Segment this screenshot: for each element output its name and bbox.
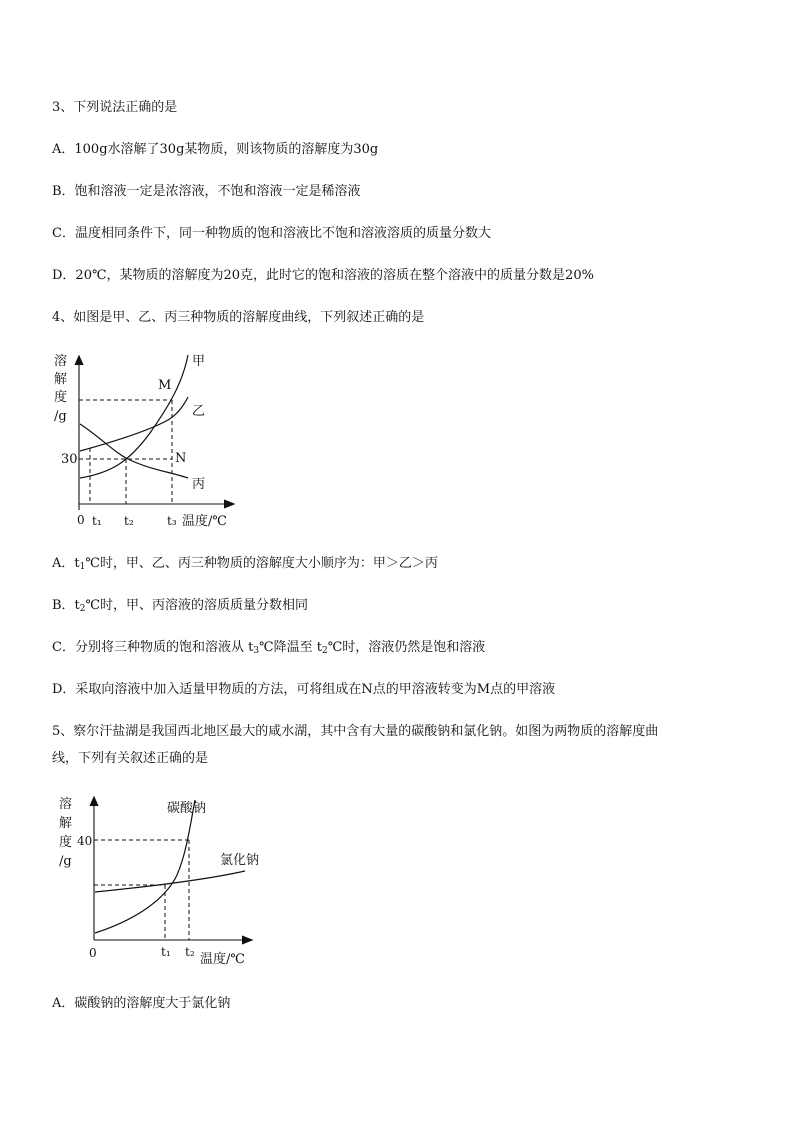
q4-ylabel-3: 度 <box>54 390 68 405</box>
q5-curve-nacl <box>95 871 245 892</box>
q4-ylabel-2: 解 <box>54 372 68 387</box>
q5-label-na2co3: 碳酸钠 <box>167 801 207 816</box>
q4-tick-t3: t₃ <box>167 514 177 528</box>
q4-y-arrow <box>75 356 83 365</box>
q4-solubility-figure <box>50 345 250 535</box>
q3-stem: 3、下列说法正确的是 <box>52 100 178 115</box>
q4-option-d: D．采取向溶液中加入适量甲物质的方法，可将组成在N点的甲溶液转变为M点的甲溶液 <box>52 682 556 697</box>
q5-solubility-figure <box>55 790 270 970</box>
q4-stem: 4、如图是甲、乙、丙三种物质的溶解度曲线，下列叙述正确的是 <box>52 310 425 325</box>
q4-ylabel-4: /g <box>54 409 67 424</box>
q4-option-b: B．$t_2℃$时，甲、丙溶液的溶质质量分数相同 <box>52 598 309 614</box>
q4-tick-30: 30 <box>61 452 78 467</box>
q5-ylabel-1: 溶 <box>59 797 73 812</box>
q3-option-c: C．温度相同条件下，同一种物质的饱和溶液比不饱和溶液溶质的质量分数大 <box>52 226 491 241</box>
q4-point-m: M <box>158 378 172 393</box>
q5-xlabel: 温度/℃ <box>200 952 245 967</box>
q5-option-a: A．碳酸钠的溶解度大于氯化钠 <box>52 996 231 1011</box>
q5-ylabel-2: 解 <box>59 816 73 831</box>
q5-tick-t2: t₂ <box>185 945 195 959</box>
q4-ylabel-1: 溶 <box>54 354 68 369</box>
q5-ylabel-4: /g <box>59 854 72 869</box>
q4-origin: 0 <box>77 513 85 527</box>
q5-curve-na2co3 <box>95 800 195 933</box>
q4-option-a: A．$t_1℃$时，甲、乙、丙三种物质的溶解度大小顺序为：甲＞乙＞丙 <box>52 556 438 572</box>
q3-option-a: A．100g水溶解了30g某物质，则该物质的溶解度为30g <box>52 142 379 157</box>
q5-origin: 0 <box>89 946 97 960</box>
q5-tick-t1: t₁ <box>161 945 171 959</box>
q5-x-arrow <box>242 936 252 944</box>
q4-xlabel: 温度/℃ <box>182 514 227 529</box>
q4-tick-t2: t₂ <box>124 514 134 528</box>
q5-stem-line-2: 线，下列有关叙述正确的是 <box>52 751 209 766</box>
q4-point-n: N <box>175 451 187 466</box>
q4-label-jia: 甲 <box>192 354 206 369</box>
q4-x-arrow <box>224 500 234 508</box>
q3-option-d: D．20℃，某物质的溶解度为20克，此时它的饱和溶液的溶质在整个溶液中的质量分数是20% <box>52 268 594 283</box>
q4-tick-t1: t₁ <box>92 514 102 528</box>
q5-tick-40: 40 <box>77 834 93 848</box>
q5-label-nacl: 氯化钠 <box>220 853 260 868</box>
q4-label-bing: 丙 <box>192 477 206 492</box>
q4-label-yi: 乙 <box>192 404 206 419</box>
q4-option-c: C．分别将三种物质的饱和溶液从 $t_3℃$降温至 $t_2℃$时，溶液仍然是饱和溶液 <box>52 640 486 656</box>
q5-stem-line-1: 5、察尔汗盐湖是我国西北地区最大的咸水湖，其中含有大量的碳酸钠和氯化钠。如图为两物质的溶解度曲 <box>52 724 659 739</box>
q3-option-b: B．饱和溶液一定是浓溶液，不饱和溶液一定是稀溶液 <box>52 184 361 199</box>
q5-ylabel-3: 度 <box>59 835 73 850</box>
q5-y-arrow <box>90 797 98 806</box>
